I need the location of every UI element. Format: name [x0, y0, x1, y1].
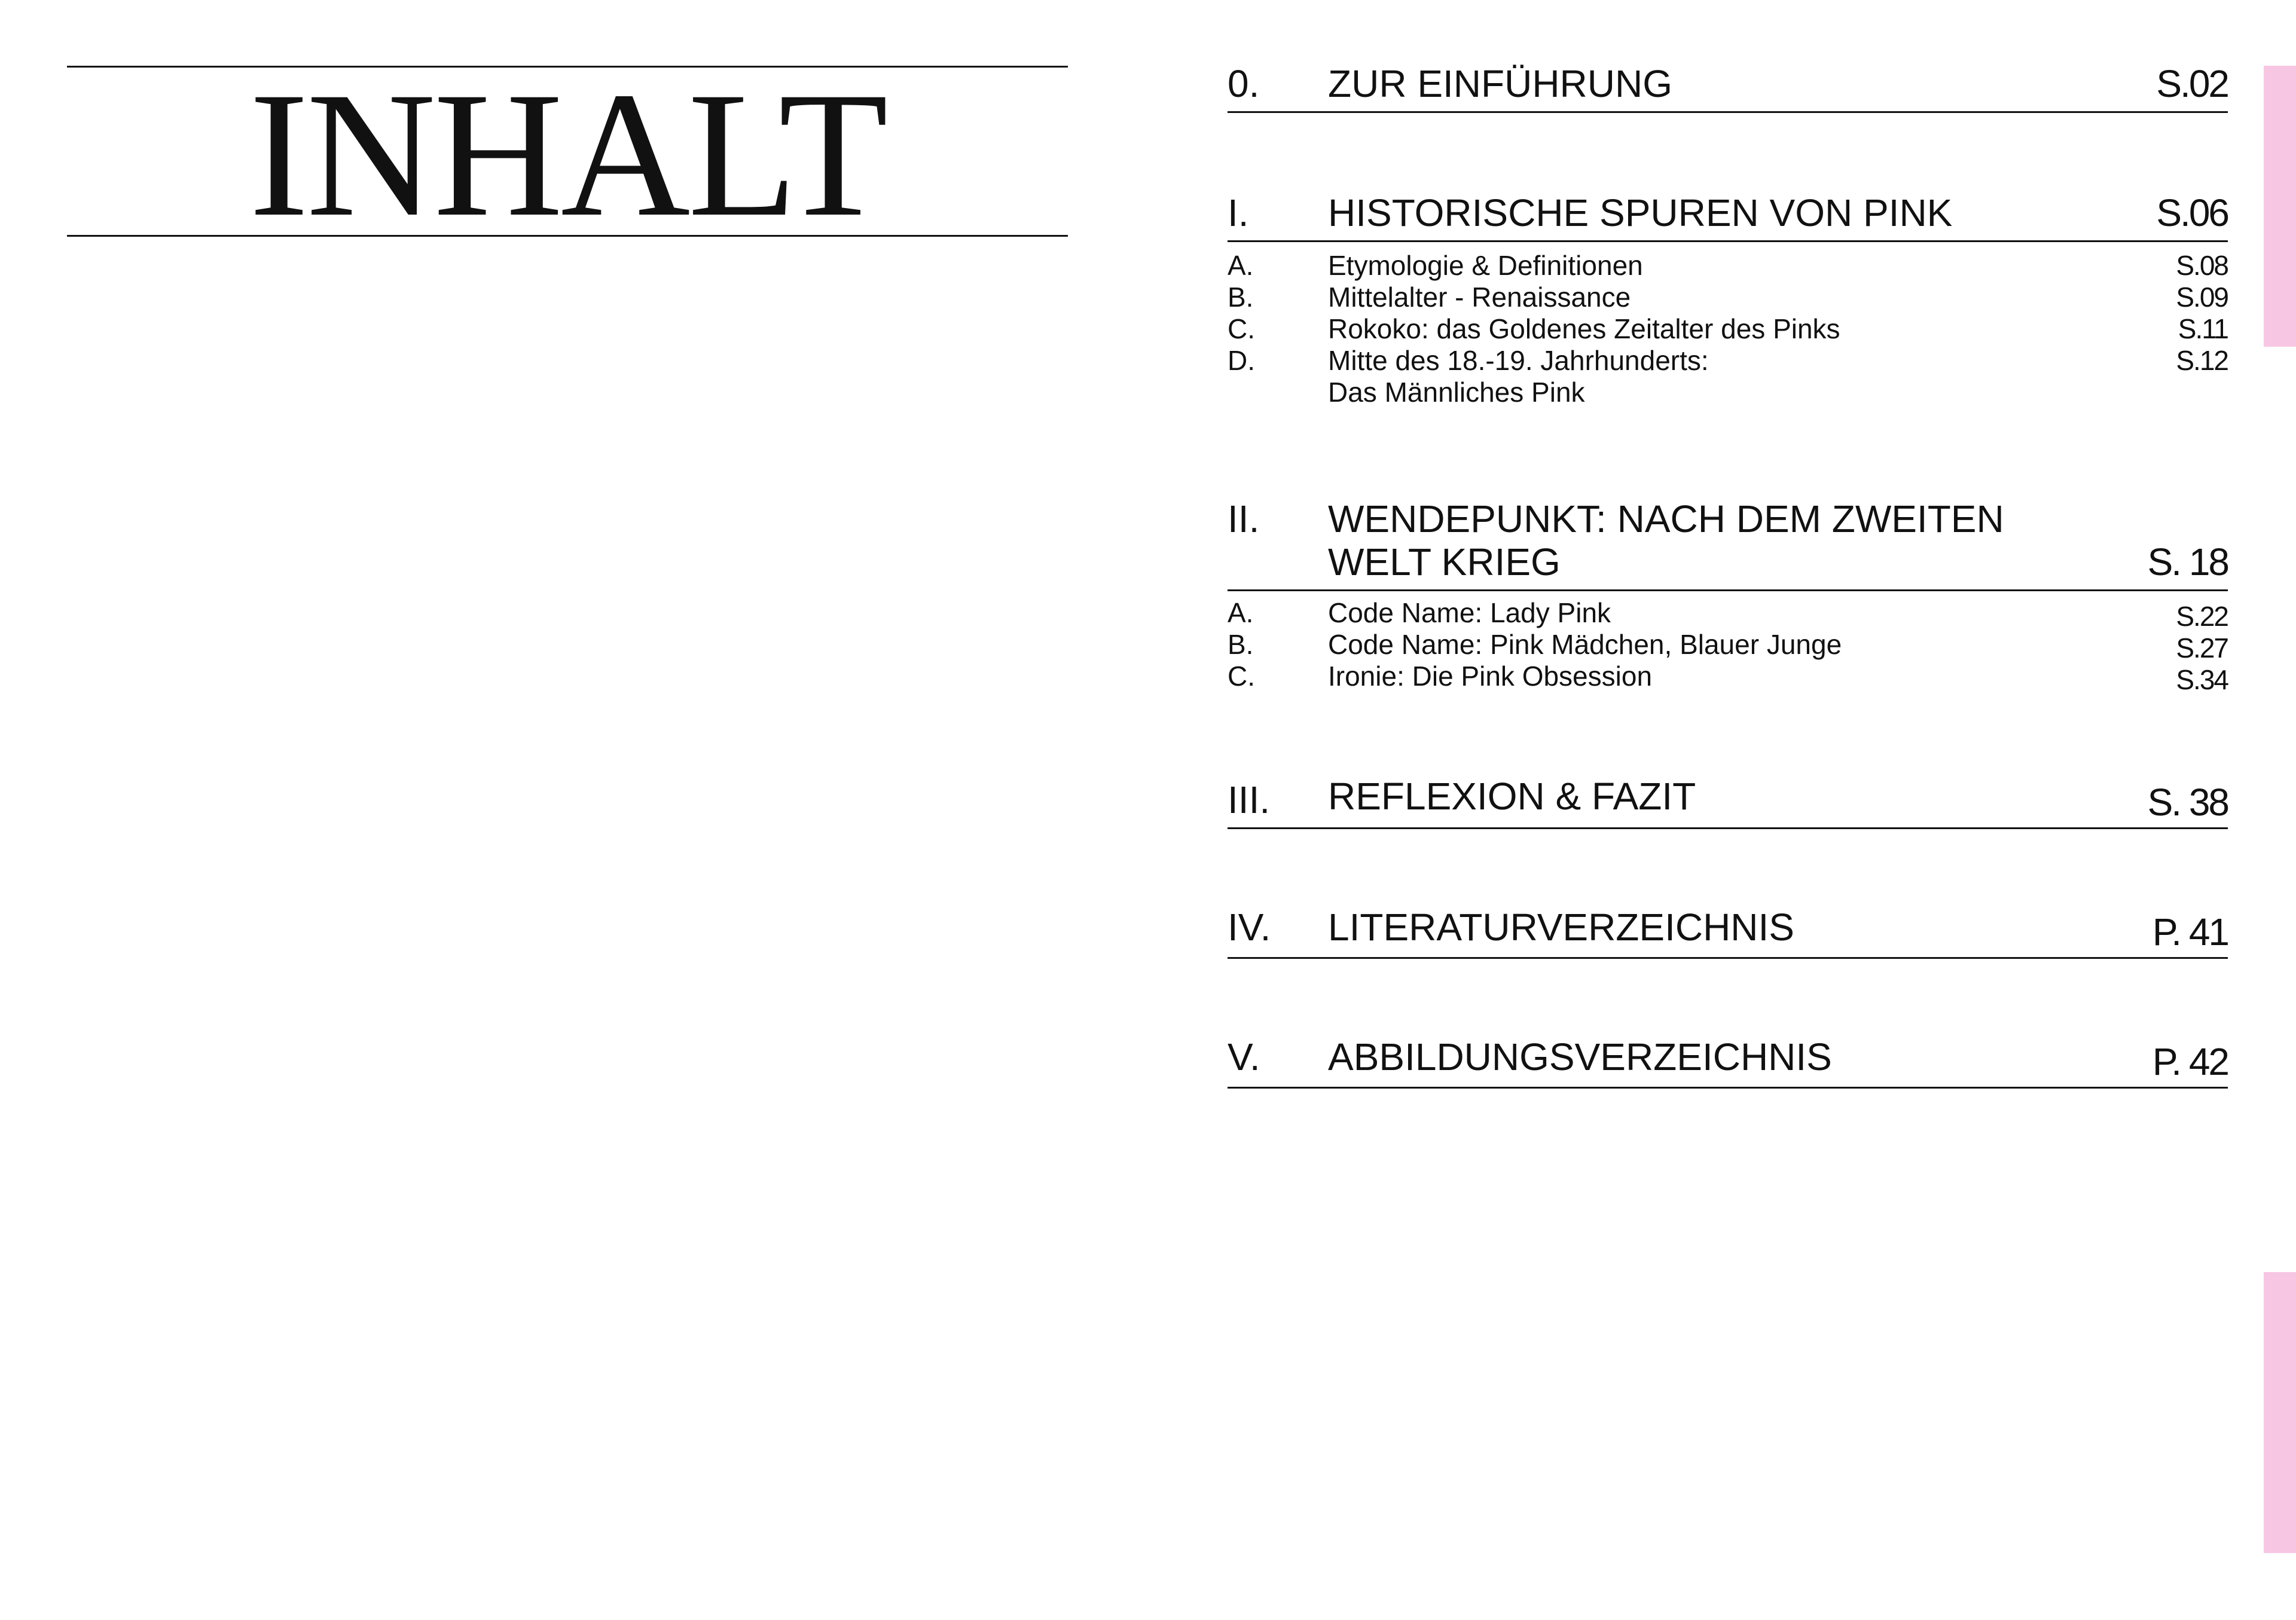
pink-edge-tab-bottom — [2264, 1272, 2296, 1553]
toc-section-3[interactable] — [1228, 772, 2228, 829]
toc-section-5[interactable] — [1228, 1032, 2228, 1089]
pink-edge-tab-top — [2264, 66, 2296, 347]
toc-subsection[interactable] — [1228, 661, 2228, 695]
subsection-title: Das Männliches Pink — [1328, 377, 1585, 408]
subsection-title: Mitte des 18.-19. Jahrhunderts: — [1328, 345, 1709, 376]
toc-subsection[interactable] — [1228, 629, 2228, 664]
section-title-line2: WELT KRIEG — [1328, 540, 1561, 583]
toc-section-2[interactable] — [1228, 488, 2228, 591]
subsection-title: Ironie: Die Pink Obsession — [1328, 661, 1653, 692]
section-number: II. — [1228, 497, 1260, 540]
subsection-letter: A. — [1228, 597, 1254, 628]
section-title: ZUR EINFÜHRUNG — [1328, 62, 1672, 105]
subsection-letter: C. — [1228, 313, 1255, 344]
subsection-page: S.08 — [2176, 250, 2228, 281]
subsection-title: Code Name: Lady Pink — [1328, 597, 1611, 628]
subsection-title: Rokoko: das Goldenes Zeitalter des Pinks — [1328, 313, 1840, 344]
section-title: ABBILDUNGSVERZEICHNIS — [1328, 1035, 1832, 1078]
section-page: S. 18 — [2147, 540, 2228, 583]
section-number: V. — [1228, 1035, 1260, 1078]
toc-subsection[interactable] — [1228, 345, 2228, 377]
page-title: INHALT — [249, 55, 886, 253]
subsection-title: Mittelalter - Renaissance — [1328, 282, 1631, 313]
section-number: I. — [1228, 191, 1249, 234]
section-number: III. — [1228, 778, 1271, 821]
subsection-letter: B. — [1228, 282, 1254, 313]
toc-section-1[interactable] — [1228, 185, 2228, 242]
subsection-title: Etymologie & Definitionen — [1328, 250, 1643, 281]
section-title: HISTORISCHE SPUREN VON PINK — [1328, 191, 1953, 234]
toc-section-0[interactable] — [1228, 55, 2228, 113]
section-number: 0. — [1228, 62, 1260, 105]
subsection-title: Code Name: Pink Mädchen, Blauer Junge — [1328, 629, 1842, 660]
toc-subsection[interactable] — [1228, 313, 2228, 345]
subsection-page: S.22 — [2176, 601, 2228, 632]
subsection-page: S.34 — [2176, 664, 2228, 695]
section-title: REFLEXION & FAZIT — [1328, 775, 1696, 818]
section-number: IV. — [1228, 906, 1271, 949]
section-page: S.02 — [2156, 62, 2228, 105]
subsection-letter: B. — [1228, 629, 1254, 660]
toc-subsection[interactable] — [1228, 597, 2228, 632]
subsection-page: S.11 — [2178, 313, 2228, 344]
toc-subsection-continued — [1228, 377, 2228, 408]
subsection-page: S.27 — [2176, 632, 2228, 664]
section-title: LITERATURVERZEICHNIS — [1328, 906, 1794, 949]
subsection-letter: A. — [1228, 250, 1254, 281]
section-page: P. 42 — [2152, 1040, 2228, 1083]
title-block — [67, 55, 1068, 253]
section-page: P. 41 — [2152, 910, 2228, 953]
toc-subsection[interactable] — [1228, 250, 2228, 282]
section-title-line1: WENDEPUNKT: NACH DEM ZWEITEN — [1328, 497, 2004, 540]
toc-section-4[interactable] — [1228, 902, 2228, 959]
subsection-page: S.12 — [2176, 345, 2228, 376]
toc-subsection[interactable] — [1228, 282, 2228, 313]
subsection-page: S.09 — [2176, 282, 2228, 313]
subsection-letter: D. — [1228, 345, 1255, 376]
subsection-letter: C. — [1228, 661, 1255, 692]
section-page: S. 38 — [2147, 781, 2228, 824]
section-page: S.06 — [2156, 191, 2228, 234]
